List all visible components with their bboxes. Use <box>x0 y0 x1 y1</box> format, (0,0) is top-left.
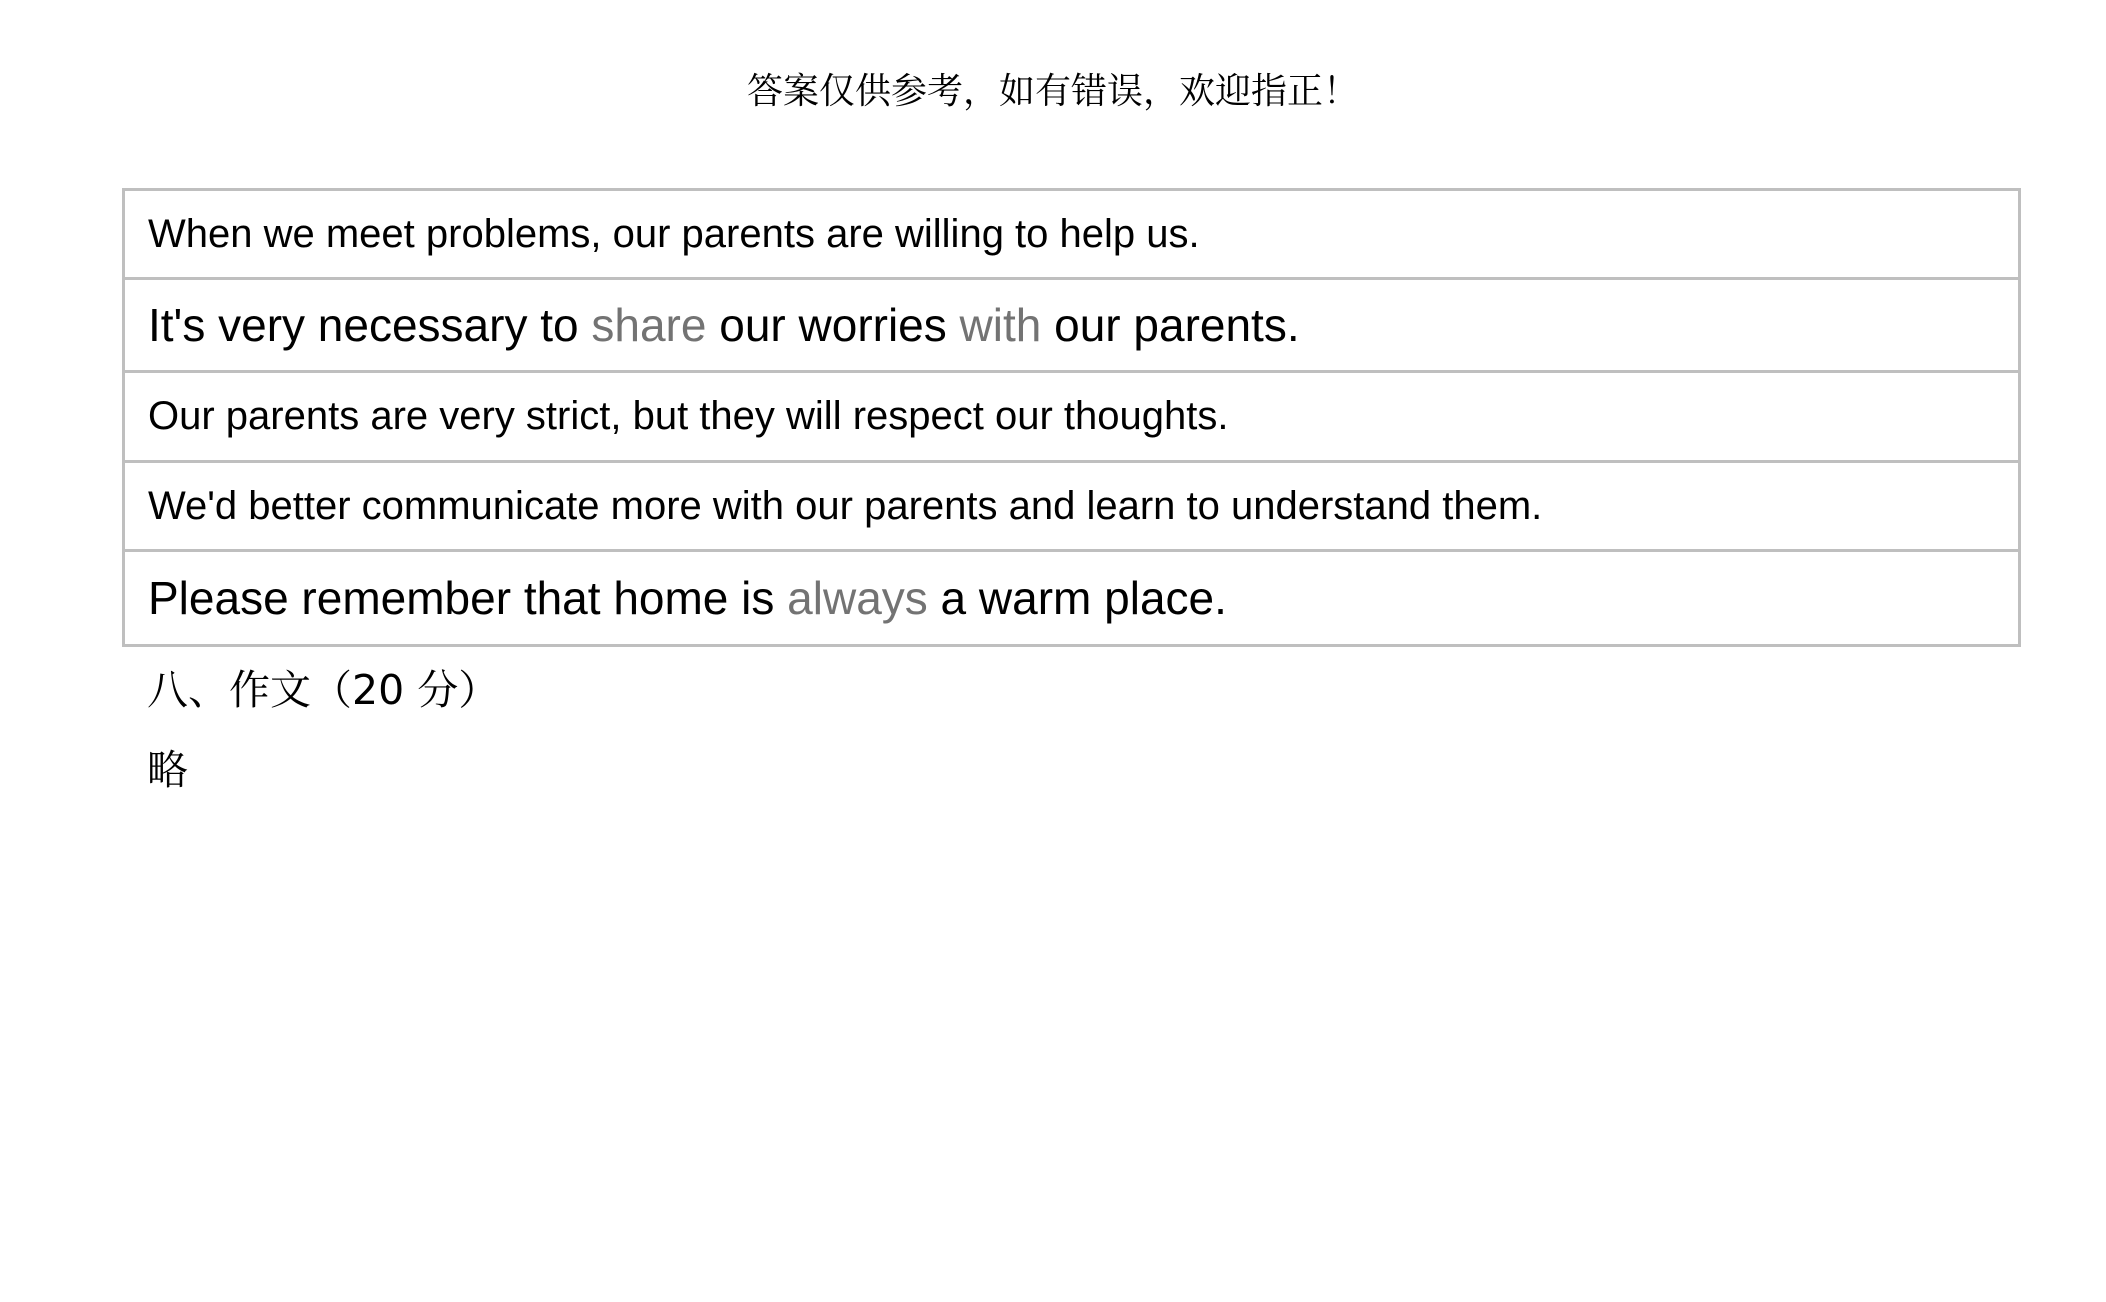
filled-answer-word: share <box>591 299 707 351</box>
answer-text: our parents. <box>1041 299 1300 351</box>
answer-text: our worries <box>706 299 960 351</box>
answer-text: It's very necessary to <box>148 299 592 351</box>
answer-text: When we meet problems, our parents are willing to help us. <box>148 211 1200 256</box>
answer-text: a warm place. <box>927 572 1227 624</box>
answer-row-3 <box>125 373 2018 463</box>
answer-text: We'd better communicate more with our parents and learn to understand them. <box>148 483 1543 528</box>
section-heading: 八、作文（20 分） <box>147 666 500 714</box>
answer-row-1 <box>125 191 2018 280</box>
answer-table <box>122 188 2021 647</box>
answer-text: Please remember that home is <box>148 572 788 624</box>
answer-text: Our parents are very strict, but they will respect our thoughts. <box>148 394 1229 438</box>
section-body: 略 <box>147 746 188 794</box>
answer-row-4 <box>125 463 2018 552</box>
answer-row-5 <box>125 552 2018 644</box>
filled-answer-word: with <box>959 299 1042 351</box>
filled-answer-word: always <box>787 572 928 624</box>
answer-disclaimer: 答案仅供参考，如有错误，欢迎指正！ <box>746 71 1359 112</box>
answer-row-2 <box>125 280 2018 373</box>
